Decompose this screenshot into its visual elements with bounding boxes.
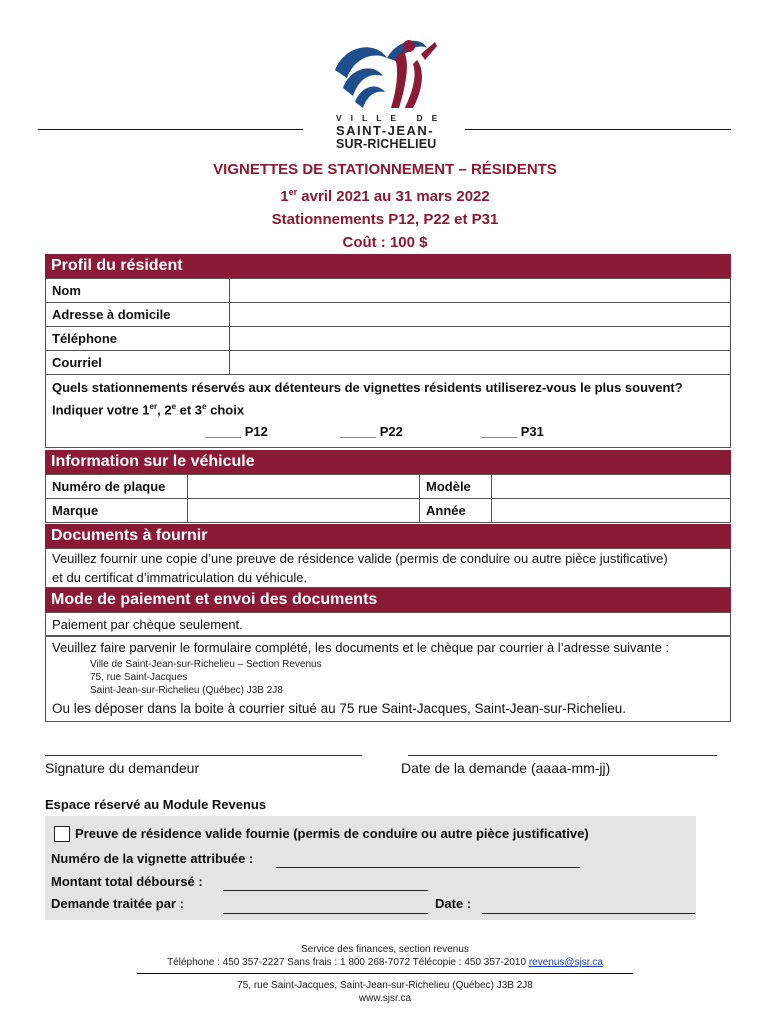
montant-label: Montant total déboursé : [51,874,203,889]
logo-text-saint-jean: SAINT-JEAN- [336,123,435,138]
documents-box [45,548,731,588]
montant-line[interactable] [223,890,428,891]
title-line-3: Stationnements P12, P22 et P31 [271,211,499,228]
nom-input[interactable] [230,279,731,303]
telephone-input[interactable] [230,327,731,351]
footer-email-link[interactable]: revenus@sjsr.ca [528,957,603,968]
reserve-box [45,816,696,920]
date-demande-line[interactable] [408,755,717,756]
field-label-marque: Marque [46,499,188,523]
logo-text-sur-richelieu: SUR-RICHELIEU [336,137,437,151]
vignette-line[interactable] [276,867,580,868]
section-header-vehicule: Information sur le véhicule [45,450,731,474]
adresse-input[interactable] [230,303,731,327]
field-label-modele: Modèle [420,475,492,499]
section-header-paiement: Mode de paiement et envoi des documents [45,588,731,612]
paiement-text-1: Paiement par chèque seulement. [52,617,243,632]
preuve-checkbox[interactable] [54,826,70,842]
field-label-nom: Nom [46,279,230,303]
address-line-3: Saint-Jean-sur-Richelieu (Québec) J3B 2J8 [90,685,283,696]
address-line-1: Ville de Saint-Jean-sur-Richelieu – Section Revenus [90,659,322,670]
profil-table [45,278,731,375]
footer-rule [137,973,633,974]
paiement-box-1 [45,612,731,636]
signature-line[interactable] [45,755,362,756]
traitee-line[interactable] [223,913,428,914]
field-label-courriel: Courriel [46,351,230,375]
choice-p12[interactable]: _____ P12 [205,424,268,439]
section-header-profil: Profil du résident [45,254,731,278]
footer-line-4: www.sjsr.ca [358,993,412,1004]
field-label-annee: Année [420,499,492,523]
modele-input[interactable] [492,475,731,499]
stationnement-question: Quels stationnements réservés aux détenteurs de vignettes résidents utiliserez-vous le plus souvent? [52,380,683,395]
field-label-telephone: Téléphone [46,327,230,351]
documents-text-2: et du certificat d’immatriculation du véhicule. [52,570,308,585]
paiement-text-2: Veuillez faire parvenir le formulaire complété, les documents et le chèque par courrier à l’adresse suivante : [52,640,670,655]
field-label-adresse: Adresse à domicile [46,303,230,327]
preuve-checkbox-label: Preuve de résidence valide fournie (permis de conduire ou autre pièce justificative) [75,826,589,841]
footer-line-3: 75, rue Saint-Jacques, Saint-Jean-sur-Richelieu (Québec) J3B 2J8 [237,980,533,991]
reserve-title: Espace réservé au Module Revenus [45,797,267,812]
stationnement-instruction: Indiquer votre 1er, 2e et 3e choix [52,402,245,418]
field-label-plaque: Numéro de plaque [46,475,188,499]
date-line[interactable] [482,913,695,914]
header-rule-left [38,129,303,130]
address-line-2: 75, rue Saint-Jacques [90,672,188,683]
date-label: Date : [435,896,472,911]
choice-p31[interactable]: _____ P31 [481,424,544,439]
header-rule-right [465,129,731,130]
marque-input[interactable] [188,499,420,523]
footer-line-2: Téléphone : 450 357-2227 Sans frais : 1 800 268-7072 Télécopie : 450 357-2010 revenus@sjsr.ca [167,957,603,968]
form-title [0,158,770,254]
vignette-label: Numéro de la vignette attribuée : [51,851,254,866]
documents-text-1: Veuillez fournir une copie d’une preuve de résidence valide (permis de conduire ou autre pièce justificative) [52,551,668,566]
plaque-input[interactable] [188,475,420,499]
paiement-text-3: Ou les déposer dans la boite à courrier situé au 75 rue Saint-Jacques, Saint-Jean-sur-Richelieu. [52,701,627,716]
title-line-4: Coût : 100 $ [342,234,428,251]
logo-text-ville: VILLE DE [336,113,447,123]
footer-line-1: Service des finances, section revenus [301,944,469,955]
courriel-input[interactable] [230,351,731,375]
choice-p22[interactable]: _____ P22 [340,424,403,439]
traitee-label: Demande traitée par : [51,896,184,911]
signature-label: Signature du demandeur [45,760,200,776]
vehicule-table [45,474,731,523]
title-line-1: VIGNETTES DE STATIONNEMENT – RÉSIDENTS [213,161,557,178]
date-demande-label: Date de la demande (aaaa-mm-jj) [401,760,611,776]
paiement-box-2 [45,636,731,722]
section-header-documents: Documents à fournir [45,524,731,548]
title-line-2: 1er avril 2021 au 31 mars 2022 [280,187,490,205]
annee-input[interactable] [492,499,731,523]
